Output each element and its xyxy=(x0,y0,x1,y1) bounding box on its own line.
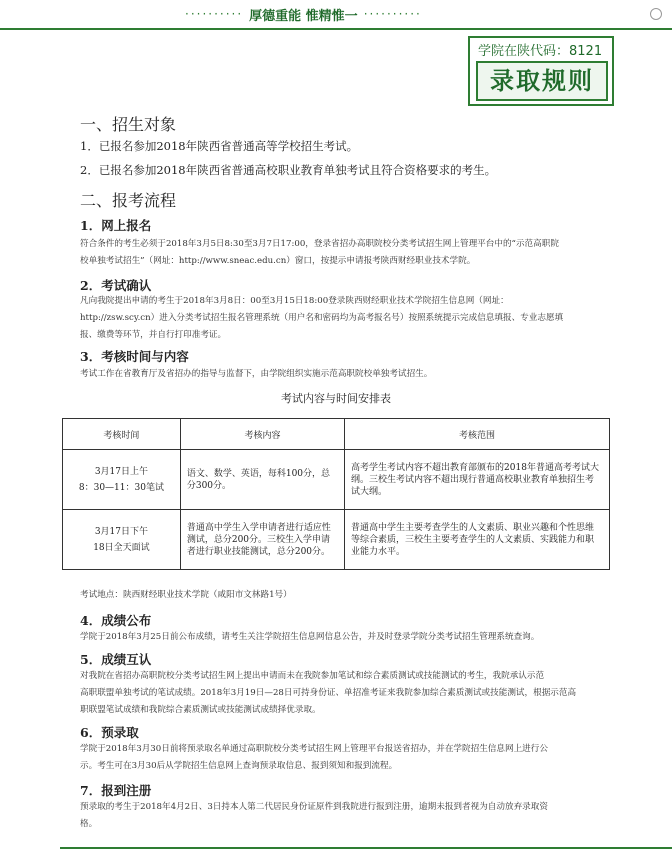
target-item-1: 1．已报名参加2018年陕西省普通高等学校招生考试。 xyxy=(80,139,359,153)
text-line: 学院于2018年3月30日前将预录取名单通过高职院校分类考试招生网上管理平台报送省招办，并在学院招生信息网上进行公 xyxy=(80,744,548,754)
step-title-pre-admission: 6．预录取 xyxy=(80,725,139,740)
table-cell-time xyxy=(63,510,181,570)
step-text-registration xyxy=(80,799,610,833)
dots-left: ·········· xyxy=(185,7,244,21)
exam-schedule-table xyxy=(62,418,610,570)
cell-line: 3月17日上午 xyxy=(94,466,149,477)
text-line: 高职联盟单独考试的笔试成绩。2018年3月19日—28日可持身份证、单招准考证来我院参加综合素质测试或技能测试，根据示范高 xyxy=(80,688,577,698)
section-heading-process: 二、报考流程 xyxy=(80,191,177,210)
text-line: 符合条件的考生必须于2018年3月5日8:30至3月7日17:00，登录省招办高职院校分类考试招生网上管理平台中的“示范高职院 xyxy=(80,239,559,249)
step-title-score-recognition: 5．成绩互认 xyxy=(80,652,152,667)
table-cell-content: 语文、数学、英语，每科100分，总分300分。 xyxy=(180,450,344,510)
text-line: 对我院在省招办高职院校分类考试招生网上提出申请而未在我院参加笔试和综合素质测试或技能测试的考生，我院承认示范 xyxy=(80,671,545,681)
text-line: http://zsw.scy.cn）进入分类考试招生报名管理系统（用户名和密码均为高考报名号）按照系统提示完成信息填报、专业志愿填 xyxy=(80,313,564,323)
text-line: 职联盟笔试成绩和我院综合素质测试或技能测试成绩择优录取。 xyxy=(80,705,321,715)
table-cell-content: 普通高中学生入学申请者进行适应性测试，总分200分。三校生入学申请者进行职业技能测试，总分200分。 xyxy=(180,510,344,570)
cell-line: 8：30—11：30笔试 xyxy=(78,482,164,493)
text-line: 示。考生可在3月30后从学院招生信息网上查询预录取信息、报到须知和报到流程。 xyxy=(80,761,398,771)
step-title-score-release: 4．成绩公布 xyxy=(80,613,152,628)
step-text-online-registration xyxy=(80,236,610,270)
table-header-row xyxy=(63,419,610,450)
admission-rules-title: 录取规则 xyxy=(476,61,608,101)
header-divider xyxy=(0,28,672,30)
text-line: 格。 xyxy=(80,819,98,829)
step-text-score-recognition xyxy=(80,668,610,719)
table-header-cell: 考核时间 xyxy=(63,419,181,450)
text-line: 报、缴费等环节，并自行打印准考证。 xyxy=(80,330,227,340)
step-text-exam-confirmation xyxy=(80,293,610,344)
college-code-badge xyxy=(468,36,614,106)
step-title-exam-confirmation: 2．考试确认 xyxy=(80,278,152,293)
text-line: 预录取的考生于2018年4月2日、3日持本人第二代居民身份证原件到我院进行报到注册，逾期未报到者视为自动放弃录取资 xyxy=(80,802,548,812)
footer-divider xyxy=(60,847,672,849)
step-title-exam-schedule: 3．考核时间与内容 xyxy=(80,349,189,364)
dots-right: ·········· xyxy=(363,7,422,21)
text-line: 凡向我院提出申请的考生于2018年3月8日：00至3月15日18:00登录陕西财经职业技术学院招生信息网（网址： xyxy=(80,296,509,306)
table-header-cell: 考核内容 xyxy=(180,419,344,450)
text-line: 校单独考试招生”（网址：http://www.sneac.edu.cn）窗口，按提示申请报考陕西财经职业技术学院。 xyxy=(80,256,476,266)
step-text-pre-admission xyxy=(80,741,610,775)
step-text-score-release: 学院于2018年3月25日前公布成绩，请考生关注学院招生信息网信息公告，并及时登录学院分类考试招生管理系统查询。 xyxy=(80,632,540,642)
exam-location-note: 考试地点：陕西财经职业技术学院（咸阳市文林路1号） xyxy=(80,590,292,600)
college-code-label: 学院在陕代码：8121 xyxy=(478,44,603,59)
motto-text: 厚德重能 惟精惟一 xyxy=(249,8,358,24)
step-text-exam-schedule: 考试工作在省教育厅及省招办的指导与监督下，由学院组织实施示范高职院校单独考试招生。 xyxy=(80,369,433,379)
table-cell-time xyxy=(63,450,181,510)
table-cell-scope: 普通高中学生主要考查学生的人文素质、职业兴趣和个性思维等综合素质，三校生主要考查学生的人文素质、实践能力和职业能力水平。 xyxy=(345,510,610,570)
cell-line: 18日全天面试 xyxy=(93,542,150,553)
corner-circle-icon xyxy=(650,8,662,20)
section-heading-targets: 一、招生对象 xyxy=(80,115,177,134)
cell-line: 3月17日下午 xyxy=(94,526,149,537)
table-cell-scope: 高考学生考试内容不超出教育部颁布的2018年普通高考考试大纲。三校生考试内容不超出现行普通高校职业教育单独招生考试大纲。 xyxy=(345,450,610,510)
step-title-online-registration: 1．网上报名 xyxy=(80,218,152,233)
table-header-cell: 考核范围 xyxy=(345,419,610,450)
table-caption: 考试内容与时间安排表 xyxy=(281,392,391,405)
target-item-2: 2．已报名参加2018年陕西省普通高校职业教育单独考试且符合资格要求的考生。 xyxy=(80,163,497,177)
motto-row xyxy=(185,6,422,22)
table-row xyxy=(63,450,610,510)
table-row xyxy=(63,510,610,570)
step-title-registration: 7．报到注册 xyxy=(80,783,152,798)
